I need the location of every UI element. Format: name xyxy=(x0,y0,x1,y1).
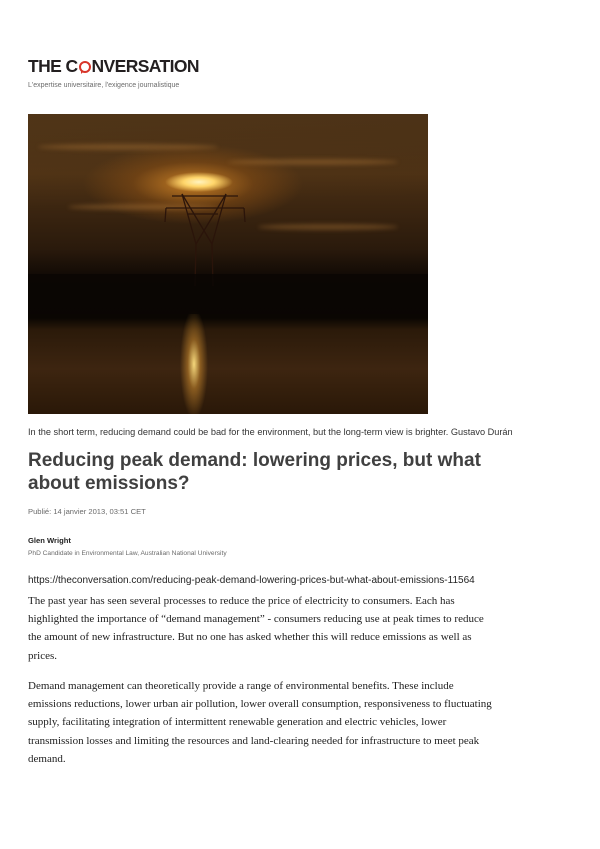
tagline: L'expertise universitaire, l'exigence journalistique xyxy=(28,82,180,89)
body-paragraph: The past year has seen several processes to reduce the price of electricity to consumers. Each has highlighted the importance of “demand management” - consumers reducing use at peak times to reduce the amount of new infrastructure. But no one has asked whether this will reduce emissions as well as prices. xyxy=(28,595,484,662)
author-affiliation: PhD Candidate in Environmental Law, Australian National University xyxy=(28,550,227,557)
logo-text-end: NVERSATION xyxy=(91,56,199,76)
body-paragraph: Demand management can theoretically provide a range of environmental benefits. These include emissions reductions, lower urban air pollution, lower overall consumption, responsiveness to fluctuating supply, facilitating integration of intermittent renewable generation and electric vehicles, lower transmission losses and limiting the resources and land-clearing needed for infrastructure to meet peak demand. xyxy=(28,680,492,765)
transmission-tower-icon xyxy=(28,114,428,414)
image-caption: In the short term, reducing demand could be bad for the environment, but the long-term view is brighter. Gustavo Durán xyxy=(28,427,513,437)
author-name[interactable]: Glen Wright xyxy=(28,536,71,545)
hero-image xyxy=(28,114,428,414)
speech-bubble-o-icon xyxy=(79,61,91,73)
the-conversation-logo[interactable] xyxy=(28,56,199,76)
article-url[interactable]: https://theconversation.com/reducing-peak-demand-lowering-prices-but-what-about-emissions-11564 xyxy=(28,575,475,586)
article-title: Reducing peak demand: lowering prices, but what about emissions? xyxy=(28,450,481,494)
logo-text-start: THE C xyxy=(28,56,78,76)
published-date: Publié: 14 janvier 2013, 03:51 CET xyxy=(28,507,146,516)
